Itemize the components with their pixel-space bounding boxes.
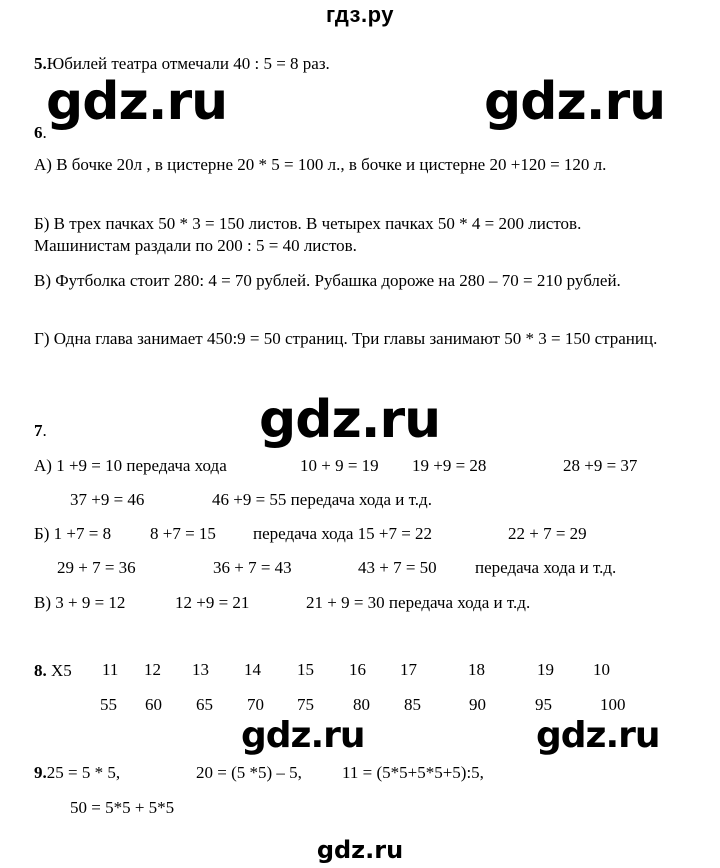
number-cell: 16 <box>349 660 366 679</box>
number-cell: 10 <box>593 660 610 679</box>
watermark-logo: gdz.ru <box>484 72 666 132</box>
product-cell: 60 <box>145 695 162 714</box>
task-7-b-step: 36 + 7 = 43 <box>213 558 292 577</box>
task-7-a-step: 37 +9 = 46 <box>70 490 145 509</box>
number-cell: 18 <box>468 660 485 679</box>
task-6-a: А) В бочке 20л , в цистерне 20 * 5 = 100 л., в бочке и цистерне 20 +120 = 120 л. <box>34 155 607 174</box>
task-7-b-step: передача хода 15 +7 = 22 <box>253 524 433 543</box>
task-8-heading <box>34 660 72 682</box>
task-6-g: Г) Одна глава занимает 450:9 = 50 страниц. Три главы занимают 50 * 3 = 150 страниц. <box>34 329 658 348</box>
number-cell: 13 <box>192 660 209 679</box>
task-9-line: 9.25 = 5 * 5, <box>34 763 121 782</box>
task-7-b-step: передача хода и т.д. <box>475 558 617 577</box>
task-7-b-step: 22 + 7 = 29 <box>508 524 587 543</box>
task-6-heading: 6. <box>34 123 47 142</box>
number-cell: 15 <box>297 660 314 679</box>
task-7-a-step: А) 1 +9 = 10 передача хода <box>34 456 227 475</box>
number-cell: 19 <box>537 660 554 679</box>
task-7-b-step: 29 + 7 = 36 <box>57 558 136 577</box>
footer-logo: gdz.ru <box>316 836 404 864</box>
task-7-v-step: В) 3 + 9 = 12 <box>34 593 126 612</box>
number-cell: 17 <box>400 660 417 679</box>
product-cell: 85 <box>404 695 421 714</box>
product-cell: 80 <box>353 695 370 714</box>
task-7-b-step: Б) 1 +7 = 8 <box>34 524 112 543</box>
task-6-v: В) Футболка стоит 280: 4 = 70 рублей. Рубашка дороже на 280 – 70 = 210 рублей. <box>34 271 621 290</box>
product-cell: 100 <box>600 695 626 714</box>
task-number: 7 <box>34 421 43 440</box>
task-5 <box>34 53 330 75</box>
task-6-b: Б) В трех пачках 50 * 3 = 150 листов. В четырех пачках 50 * 4 = 200 листов. Машинистам раздали по 200 : 5 = 40 листов. <box>34 214 582 255</box>
task-7-a-step: 28 +9 = 37 <box>563 456 638 475</box>
task-7-a-step: 46 +9 = 55 передача хода и т.д. <box>212 490 432 509</box>
task-7-v-step: 21 + 9 = 30 передача хода и т.д. <box>306 593 531 612</box>
task-7-v-step: 12 +9 = 21 <box>175 593 250 612</box>
product-cell: 65 <box>196 695 213 714</box>
product-cell: 90 <box>469 695 486 714</box>
task-7-a-step: 10 + 9 = 19 <box>300 456 379 475</box>
number-cell: 12 <box>144 660 161 679</box>
number-cell: 14 <box>244 660 261 679</box>
number-cell: 11 <box>102 660 119 679</box>
task-number: 5. <box>34 54 47 73</box>
task-number: 6 <box>34 123 43 142</box>
task-9-expr: 50 = 5*5 + 5*5 <box>70 798 175 817</box>
product-cell: 95 <box>535 695 552 714</box>
product-cell: 75 <box>297 695 314 714</box>
site-header: гдз.ру <box>326 2 394 27</box>
watermark-logo: gdz.ru <box>241 715 365 756</box>
product-cell: 55 <box>100 695 117 714</box>
watermark-logo: gdz.ru <box>46 72 228 132</box>
task-7-b-step: 43 + 7 = 50 <box>358 558 437 577</box>
task-9-expr: 11 = (5*5+5*5+5):5, <box>342 763 484 782</box>
task-number: 8. <box>34 661 47 680</box>
watermark-logo: gdz.ru <box>259 390 441 450</box>
task-7-a-step: 19 +9 = 28 <box>412 456 487 475</box>
task-7-heading: 7. <box>34 421 47 440</box>
task-7-b-step: 8 +7 = 15 <box>150 524 216 543</box>
task-text: Юбилей театра отмечали 40 : 5 = 8 раз. <box>46 54 330 73</box>
task-number: 9. <box>34 763 47 782</box>
task-9-expr: 20 = (5 *5) – 5, <box>196 763 302 782</box>
watermark-logo: gdz.ru <box>536 715 660 756</box>
multiplier-label: Х5 <box>51 661 72 680</box>
product-cell: 70 <box>247 695 264 714</box>
